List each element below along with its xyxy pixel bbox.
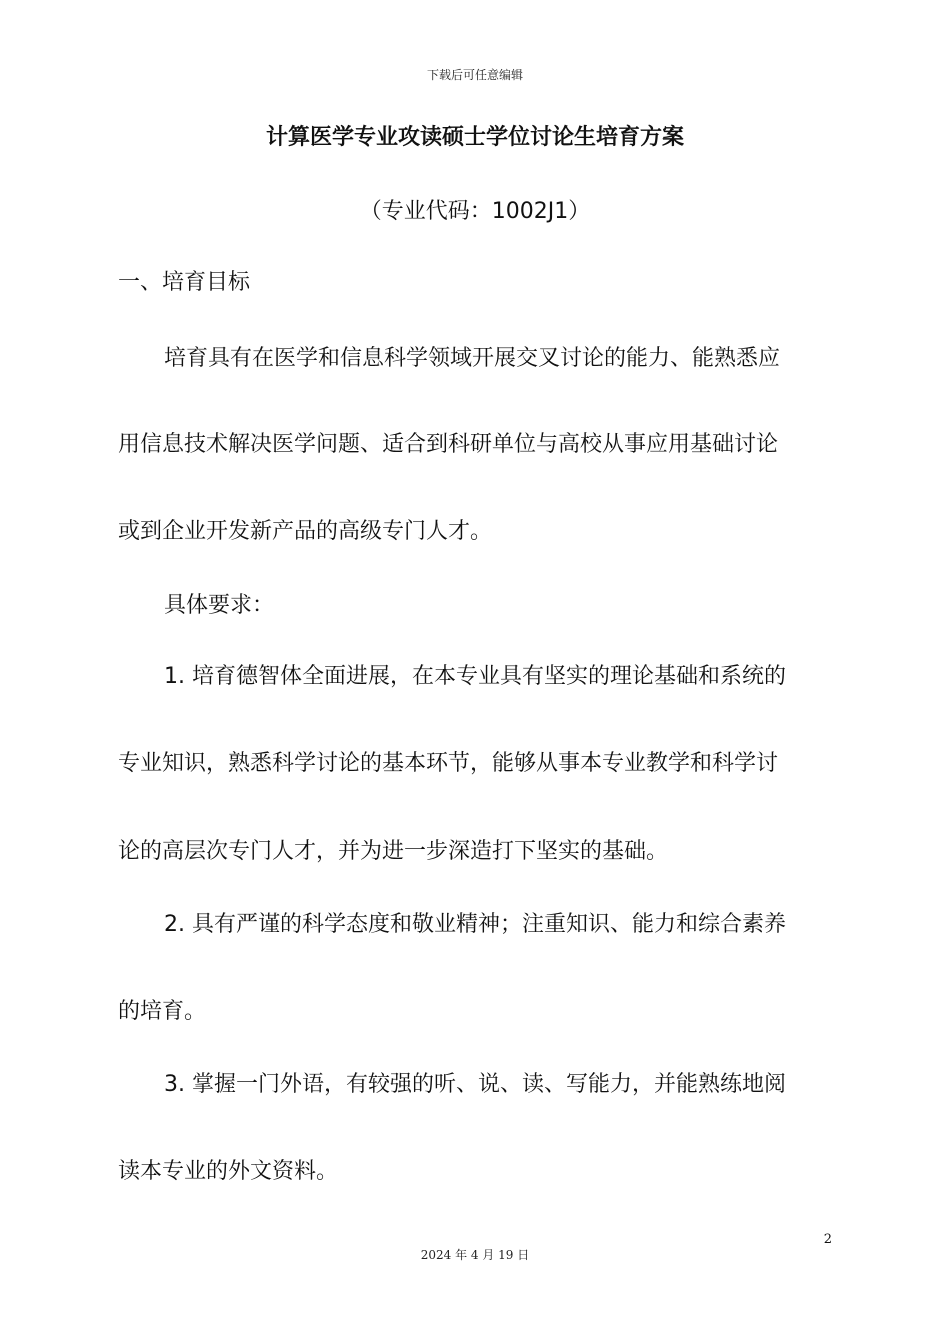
paragraph-line: 或到企业开发新产品的高级专门人才。 — [118, 519, 493, 544]
list-item-line: 3. 掌握一门外语，有较强的听、说、读、写能力，并能熟练地阅 — [164, 1072, 786, 1097]
paragraph-line: 培育具有在医学和信息科学领域开展交叉讨论的能力、能熟悉应 — [164, 346, 781, 371]
document-title: 计算医学专业攻读硕士学位讨论生培育方案 — [265, 125, 684, 150]
page-number: 2 — [823, 1232, 832, 1247]
list-item-line: 专业知识，熟悉科学讨论的基本环节，能够从事本专业教学和科学讨 — [118, 751, 779, 776]
document-subtitle: （专业代码：1002J1） — [359, 199, 591, 224]
requirements-label: 具体要求： — [164, 593, 275, 618]
list-item-line: 读本专业的外文资料。 — [118, 1159, 339, 1184]
list-item-line: 的培育。 — [118, 999, 207, 1024]
section-heading: 一、培育目标 — [118, 270, 251, 295]
list-item-line: 1. 培育德智体全面进展，在本专业具有坚实的理论基础和系统的 — [164, 664, 786, 689]
footer-date: 2024 年 4 月 19 日 — [420, 1248, 530, 1262]
list-item-line: 2. 具有严谨的科学态度和敬业精神；注重知识、能力和综合素养 — [164, 912, 786, 937]
page-header: 下载后可任意编辑 — [426, 68, 523, 82]
list-item-line: 论的高层次专门人才，并为进一步深造打下坚实的基础。 — [118, 839, 669, 864]
paragraph-line: 用信息技术解决医学问题、适合到科研单位与高校从事应用基础讨论 — [118, 432, 779, 457]
